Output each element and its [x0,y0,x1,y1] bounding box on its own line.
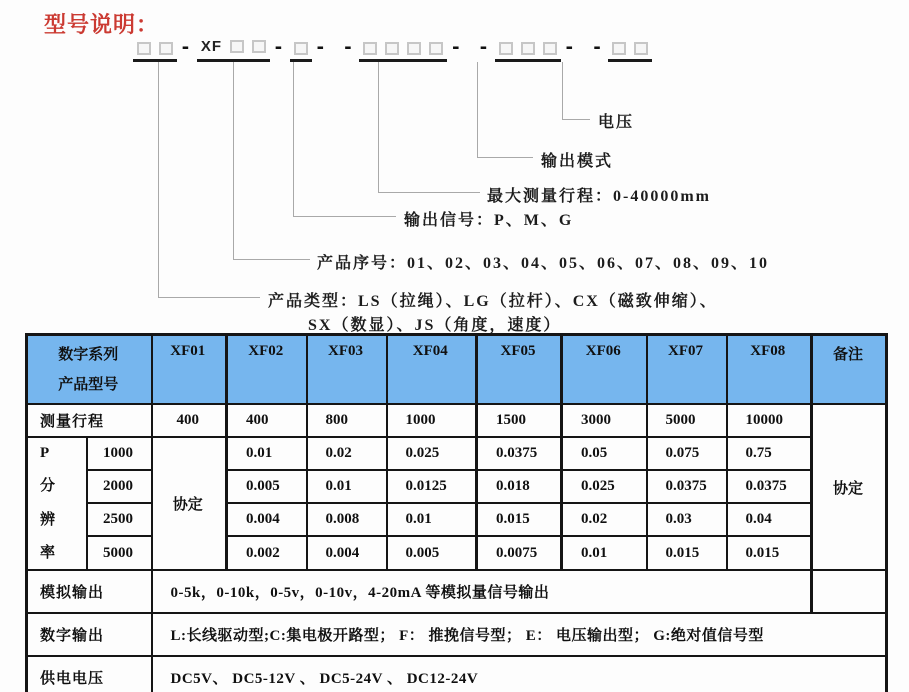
header-xf08: XF08 [727,335,812,405]
model-code-pattern [133,36,652,62]
header-xf07: XF07 [647,335,727,405]
res-2500-xf06: 0.02 [562,503,647,536]
res-1000-xf06: 0.05 [562,437,647,470]
code-box [407,42,421,55]
res-1000-xf04: 0.025 [387,437,477,470]
travel-xf02: 400 [227,404,307,437]
header-xf02: XF02 [227,335,307,405]
header-xf03: XF03 [307,335,387,405]
travel-xf07: 5000 [647,404,727,437]
travel-xf04: 1000 [387,404,477,437]
code-group-max-travel [359,40,447,62]
code-box [521,42,535,55]
label-voltage: 电压 [598,114,635,131]
label-output-mode: 输出模式 [541,153,614,170]
code-group-output-signal [290,40,312,62]
code-group-product-type [133,40,177,62]
code-group-serial [197,36,270,62]
code-double-dash: - - [563,37,606,58]
header-xf04: XF04 [387,335,477,405]
code-double-dash: - - [314,37,357,58]
res-2000-xf02: 0.005 [227,470,307,503]
res-2500-xf04: 0.01 [387,503,477,536]
label-output-signal: 输出信号：P、M、G [404,212,574,229]
res-2500-xf07: 0.03 [647,503,727,536]
code-box [363,42,377,55]
res-2500-xf05: 0.015 [477,503,562,536]
resolution-5000: 5000 [87,536,152,570]
res-1000-xf03: 0.02 [307,437,387,470]
res-2500-xf08: 0.04 [727,503,812,536]
res-5000-xf04: 0.005 [387,536,477,570]
res-2500-xf02: 0.004 [227,503,307,536]
code-box [385,42,399,55]
code-box [252,40,266,53]
label-product-type-line2: SX（数显）、JS（角度，速度） [308,317,562,334]
analog-output-value: 0-5k，0-10k，0-5v，0-10v，4-20mA 等模拟量信号输出 [152,570,812,613]
table-header-row [27,335,887,405]
label-product-type-line1: 产品类型：LS（拉绳）、LG（拉杆）、CX（磁致伸缩）、 [268,293,718,310]
analog-remark-empty [812,570,887,613]
label-product-serial: 产品序号：01、02、03、04、05、06、07、08、09、10 [317,255,770,272]
res-5000-xf08: 0.015 [727,536,812,570]
travel-xf06: 3000 [562,404,647,437]
res-5000-xf03: 0.004 [307,536,387,570]
label-product-type [268,288,718,335]
code-group-output-mode [495,40,561,62]
resolution-xf01-agreed: 协定 [152,437,227,570]
resolution-label: P 分 辨 率 [27,437,87,570]
code-box [230,40,244,53]
power-voltage-value: DC5V、 DC5-12V 、 DC5-24V 、 DC12-24V [152,656,887,692]
code-box [612,42,626,55]
page-title: 型号说明： [44,12,160,37]
header-xf06: XF06 [562,335,647,405]
travel-xf01: 400 [152,404,227,437]
res-1000-xf07: 0.075 [647,437,727,470]
code-box [294,42,308,55]
code-dash: - [273,37,287,58]
resolution-2000: 2000 [87,470,152,503]
code-box [159,42,173,55]
travel-xf08: 10000 [727,404,812,437]
res-5000-xf05: 0.0075 [477,536,562,570]
code-double-dash: - - [450,37,492,58]
resolution-1000: 1000 [87,437,152,470]
resolution-row-1000 [27,437,887,470]
res-1000-xf08: 0.75 [727,437,812,470]
power-voltage-label: 供电电压 [27,656,152,692]
res-2000-xf04: 0.0125 [387,470,477,503]
res-2000-xf07: 0.0375 [647,470,727,503]
res-5000-xf07: 0.015 [647,536,727,570]
travel-xf05: 1500 [477,404,562,437]
connector-output-mode [477,62,533,158]
code-box [429,42,443,55]
label-max-travel: 最大测量行程：0-40000mm [487,188,711,205]
connector-product-type [158,62,260,298]
travel-label: 测量行程 [27,404,152,437]
header-series-label: 数字系列 产品型号 [27,335,152,405]
code-box [543,42,557,55]
res-2000-xf08: 0.0375 [727,470,812,503]
remark-value: 协定 [812,404,887,570]
res-2000-xf06: 0.025 [562,470,647,503]
analog-output-label: 模拟输出 [27,570,152,613]
res-1000-xf05: 0.0375 [477,437,562,470]
header-xf05: XF05 [477,335,562,405]
spec-table [25,333,888,692]
res-5000-xf02: 0.002 [227,536,307,570]
travel-row [27,404,887,437]
code-xf-prefix: XF [200,38,223,55]
connector-voltage [562,62,590,120]
digital-output-row [27,613,887,656]
res-2500-xf03: 0.008 [307,503,387,536]
code-box [634,42,648,55]
code-dash: - [180,37,194,58]
res-2000-xf03: 0.01 [307,470,387,503]
resolution-2500: 2500 [87,503,152,536]
header-xf01: XF01 [152,335,227,405]
code-box [499,42,513,55]
travel-xf03: 800 [307,404,387,437]
digital-output-label: 数字输出 [27,613,152,656]
code-box [137,42,151,55]
analog-output-row [27,570,887,613]
res-1000-xf02: 0.01 [227,437,307,470]
digital-output-value: L:长线驱动型;C:集电极开路型； F： 推挽信号型； E： 电压输出型； G:绝对值信号型 [152,613,887,656]
res-5000-xf06: 0.01 [562,536,647,570]
power-voltage-row [27,656,887,692]
header-remark: 备注 [812,335,887,405]
code-group-voltage [608,40,652,62]
res-2000-xf05: 0.018 [477,470,562,503]
